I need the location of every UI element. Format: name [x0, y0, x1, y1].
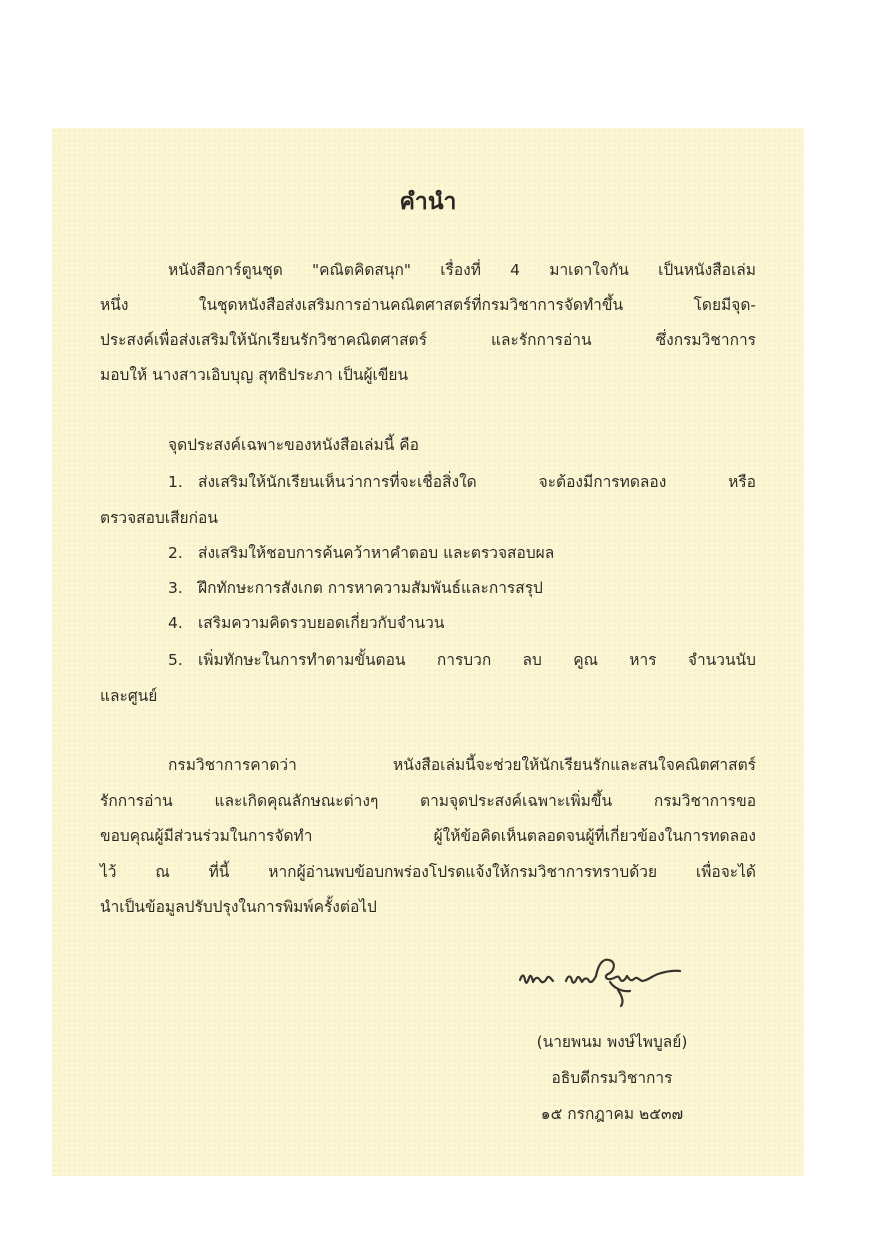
paragraph2-line: นำเป็นข้อมูลปรับปรุงในการพิมพ์ครั้งต่อไป [100, 898, 377, 916]
objective-text: เพิ่มทักษะในการทำตามขั้นตอน การบวก ลบ คูณ หาร จำนวนนับ [198, 651, 756, 669]
signatory-position: อธิบดีกรมวิชาการ [551, 1069, 673, 1087]
paragraph1-line: หนึ่ง ในชุดหนังสือส่งเสริมการอ่านคณิตศาสตร์ที่กรมวิชาการจัดทำขึ้น โดยมีจุด- [100, 296, 756, 314]
objective-text: และศูนย์ [100, 687, 158, 705]
objective-text: ตรวจสอบเสียก่อน [100, 509, 218, 527]
objectives-intro: จุดประสงค์เฉพาะของหนังสือเล่มนี้ คือ [168, 436, 419, 454]
paragraph2-line: ไว้ ณ ที่นี้ หากผู้อ่านพบข้อบกพร่องโปรดแจ้งให้กรมวิชาการทราบด้วย เพื่อจะได้ [100, 863, 756, 881]
objective-number: 2. [168, 544, 183, 562]
paragraph2-line: ขอบคุณผู้มีส่วนร่วมในการจัดทำ ผู้ให้ข้อคิดเห็นตลอดจนผู้ที่เกี่ยวข้องในการทดลอง [100, 827, 756, 845]
signatory-name: (นายพนม พงษ์ไพบูลย์) [536, 1033, 688, 1051]
paragraph1-line: มอบให้ นางสาวเอิบบุญ สุทธิประภา เป็นผู้เขียน [100, 366, 409, 384]
paragraph2-line: กรมวิชาการคาดว่า หนังสือเล่มนี้จะช่วยให้นักเรียนรักและสนใจคณิตศาสตร์ [168, 756, 756, 774]
page-title: คำนำ [399, 189, 457, 215]
objective-text: ส่งเสริมให้นักเรียนเห็นว่าการที่จะเชื่อสิ่งใด จะต้องมีการทดลอง หรือ [198, 473, 756, 491]
objective-text: ฝึกทักษะการสังเกต การหาความสัมพันธ์และการสรุป [198, 579, 543, 597]
objective-text: ส่งเสริมให้ชอบการค้นคว้าหาคำตอบ และตรวจสอบผล [198, 544, 555, 562]
objective-number: 5. [168, 651, 183, 669]
objective-number: 4. [168, 614, 183, 632]
document-page [52, 128, 804, 1176]
paragraph1-line: หนังสือการ์ตูนชุด "คณิตคิดสนุก" เรื่องที่ 4 มาเดาใจกัน เป็นหนังสือเล่ม [168, 261, 756, 279]
paragraph1-line: ประสงค์เพื่อส่งเสริมให้นักเรียนรักวิชาคณิตศาสตร์ และรักการอ่าน ซึ่งกรมวิชาการ [100, 331, 756, 349]
paragraph2-line: รักการอ่าน และเกิดคุณลักษณะต่างๆ ตามจุดประสงค์เฉพาะเพิ่มขึ้น กรมวิชาการขอ [100, 792, 756, 810]
objective-number: 3. [168, 579, 183, 597]
signature-date: ๑๕ กรกฎาคม ๒๕๓๗ [540, 1105, 684, 1123]
objective-number: 1. [168, 473, 183, 491]
objective-text: เสริมความคิดรวบยอดเกี่ยวกับจำนวน [198, 614, 445, 632]
signature-mark [514, 946, 694, 1010]
